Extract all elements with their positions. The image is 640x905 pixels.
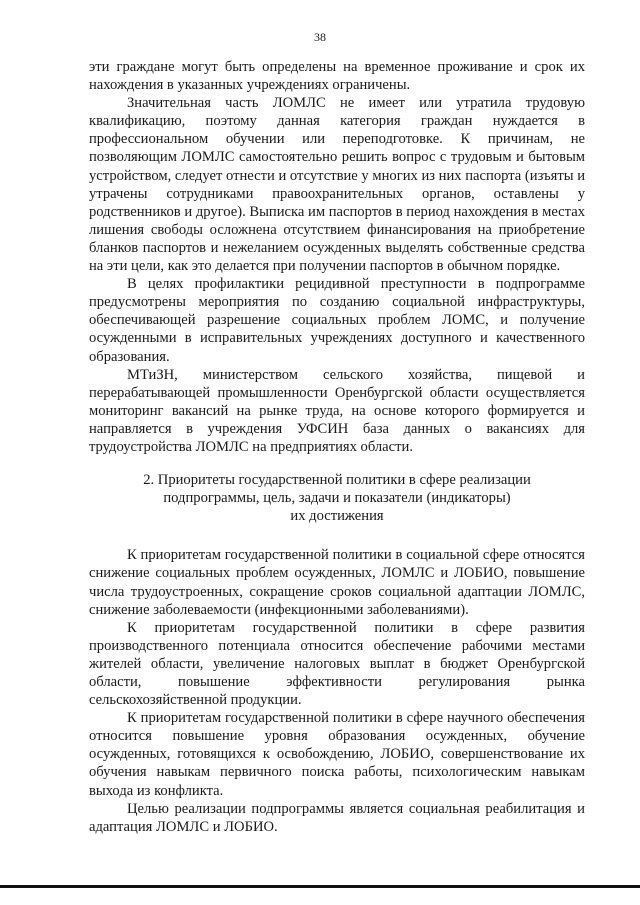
paragraph-2: Значительная часть ЛОМЛС не имеет или утратила трудовую квалификацию, поэтому данная категория граждан нуждается в профессиональном обучении или переподготовке. К причинам, не позволяющим ЛОМЛС самостоятельно решить вопрос с трудовым и бытовым устройством, следует отнести и отсутствие у многих из них паспорта (изъяты и утрачены сотрудниками правоохранительных органов, оставлены у родственников и другое). Выписка им паспортов в период нахождения в местах лишения свободы осложнена отсутствием финансирования на приобретение бланков паспортов и нежеланием осужденных выделять собственные средства на эти цели, как это делается при получении паспортов в обычном порядке. [89,95,585,275]
footer-rule [0,885,640,888]
paragraph-6: К приоритетам государственной политики в сфере развития производственного потенциала относится обеспечение рабочими местами жителей области, увеличение налоговых выплат в бюджет Оренбургской области, повышение эффективности регулирования рынка сельскохозяйственной продукции. [89,619,585,709]
paragraph-5: К приоритетам государственной политики в социальной сфере относятся снижение социальных проблем осужденных, ЛОМЛС и ЛОБИО, повышение числа трудоустроенных, сокращение сроков социальной адаптации ЛОМЛС, снижение заболеваемости (инфекционными заболеваниями). [89,547,585,618]
document-body [89,58,585,836]
section-heading-line-2: подпрограммы, цель, задачи и показатели (индикаторы) [163,490,511,507]
section-heading-line-3: их достижения [290,508,384,525]
page-number: 38 [314,30,326,44]
paragraph-4: МТиЗН, министерством сельского хозяйства, пищевой и перерабатывающей промышленности Оренбургской области осуществляется мониторинг вакансий на рынке труда, на основе которого формируется и направляется в учреждения УФСИН база данных о вакансиях для трудоустройства ЛОМЛС на предприятиях области. [89,366,585,455]
paragraph-8: Целью реализации подпрограммы является социальная реабилитация и адаптация ЛОМЛС и ЛОБИО. [89,800,585,835]
paragraph-1: эти граждане могут быть определены на временное проживание и срок их нахождения в указанных учреждениях ограничены. [89,59,585,94]
paragraph-3: В целях профилактики рецидивной преступности в подпрограмме предусмотрены мероприятия по созданию социальной инфраструктуры, обеспечивающей разрешение социальных проблем ЛОМС, и получение осужденными в исправительных учреждениях доступного и качественного образования. [89,276,585,365]
section-heading-line-1: 2. Приоритеты государственной политики в сфере реализации [143,472,531,489]
paragraph-7: К приоритетам государственной политики в сфере научного обеспечения относится повышение уровня образования осужденных, обучение осужденных, готовящихся к освобождению, ЛОБИО, совершенствование их обучения навыкам первичного поиска работы, психологическим навыкам выхода из конфликта. [89,710,585,799]
section-heading [89,471,585,525]
